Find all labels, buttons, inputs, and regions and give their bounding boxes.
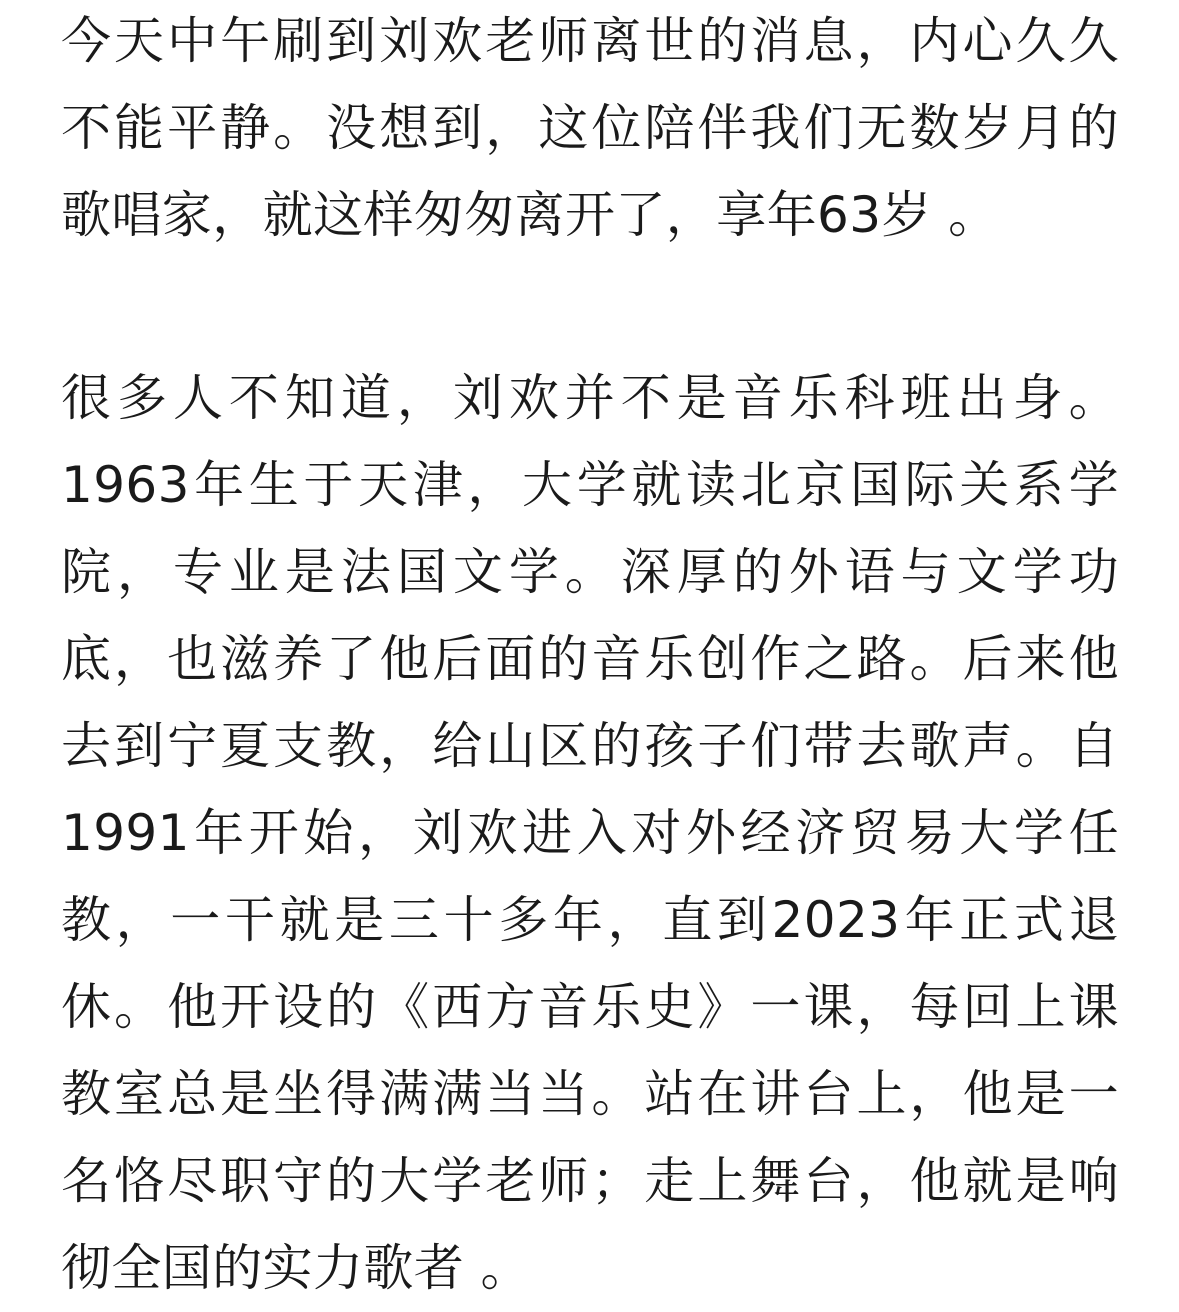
- article-paragraph-2: 很多人不知道，刘欢并不是音乐科班出身。1963年生于天津，大学就读北京国际关系学院，专业是法国文学。深厚的外语与文学功底，也滋养了他后面的音乐创作之路。后来他去到宁夏支教，给山区的孩子们带去歌声。自1991年开始，刘欢进入对外经济贸易大学任教，一干就是三十多年，直到2023年正式退休。他开设的《西方音乐史》一课，每回上课教室总是坐得满满当当。站在讲台上，他是一名恪尽职守的大学老师；走上舞台，他就是响彻全国的实力歌者 。: [61, 369, 1119, 1297]
- article-body: [61, 0, 1119, 1312]
- article-paragraph-1: 今天中午刷到刘欢老师离世的消息，内心久久不能平静。没想到，这位陪伴我们无数岁月的歌唱家，就这样匆匆离开了，享年63岁 。: [61, 12, 1119, 244]
